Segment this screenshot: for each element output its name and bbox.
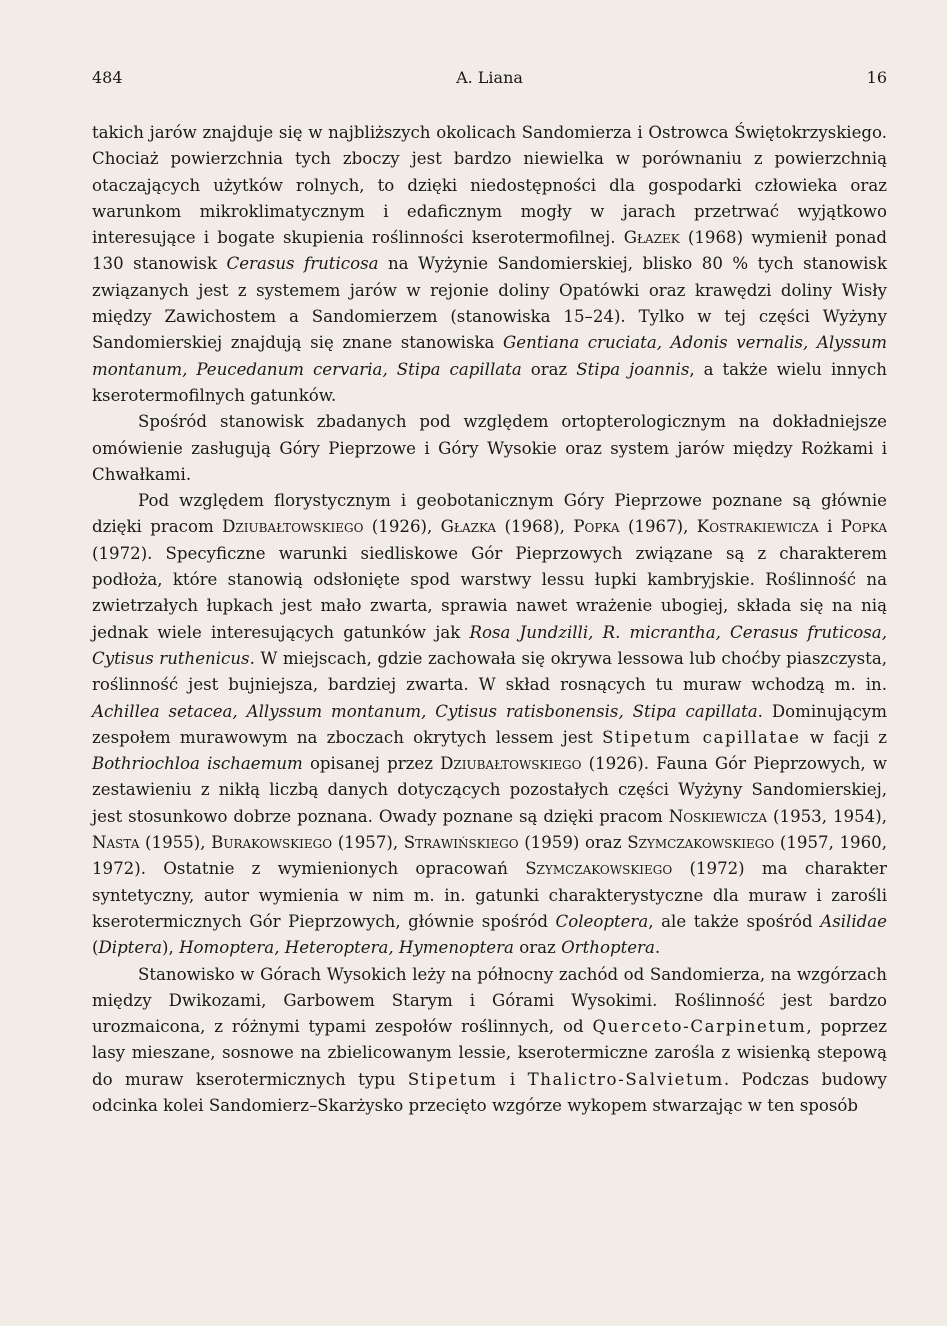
- text-run: na Wyżynie Sandomierskiej, blisko 80 % tych stanowisk związanych jest z systemem jarów w rejonie doliny Opatówki oraz krawędzi doliny Wisły między Zawichostem a Sandomierzem (stanowiska 15–24). Tylko w tej części Wyżyny Sandomierskiej znajdują się znane stanowiska: [92, 254, 887, 353]
- italic-term: Coleoptera: [555, 911, 649, 931]
- text-run: Stanowisko w Górach Wysokich leży na północny zachód od Sandomierza, na wzgórzach między Dwikozami, Garbowem Starym i Górami Wysokimi. Roślinność jest bardzo urozmaicona, z różnymi typami zespołów roślinnych, od: [92, 964, 887, 1037]
- author-name: Popka: [840, 517, 887, 537]
- author-name: Burakowskiego: [211, 833, 333, 853]
- text-run: , ale także spośród: [648, 911, 821, 931]
- italic-term: Orthoptera: [561, 938, 655, 958]
- text-run: (1957),: [332, 833, 404, 853]
- text-run: (1968) wymienił ponad 130 stanowisk: [92, 228, 887, 274]
- author-name: Dziubałtowskiego: [222, 517, 364, 537]
- text-run: (1926). Fauna Gór Pieprzowych, w zestawieniu z nikłą liczbą danych dotyczących pozostałych części Wyżyny Sandomierskiej, jest stosunkowo dobrze poznana. Owady poznane są dzięki pracom: [92, 754, 887, 826]
- italic-term: Asilidae: [820, 911, 887, 931]
- text-run: Spośród stanowisk zbadanych pod względem ortopterologicznym na dokładniejsze omówienie zasługują Góry Pieprzowe i Góry Wysokie oraz system jarów między Rożkami i Chwałkami.: [92, 412, 887, 484]
- author-name: Noskiewicza: [668, 806, 768, 826]
- text-run: opisanej przez: [302, 754, 441, 774]
- syntaxon-name: Thalictro-Salvietum: [527, 1069, 724, 1089]
- syntaxon-name: Stipetum: [407, 1069, 498, 1089]
- text-run: i: [818, 517, 841, 537]
- author-name: Strawińskiego: [403, 833, 519, 853]
- text-run: .: [654, 938, 661, 958]
- italic-term: Bothriochloa ischaemum: [92, 754, 303, 774]
- author-name: Popka: [573, 517, 620, 537]
- text-run: , a także wielu innych kserotermofilnych gatunków.: [92, 359, 887, 405]
- text-run: (1953, 1954),: [767, 806, 887, 826]
- text-run: takich jarów znajduje się w najbliższych okolicach Sandomierza i Ostrowca Świętokrzyskiego. Chociaż powierzchnia tych zboczy jest bardzo niewielka w porównaniu z powierzchnią otaczających użytków rolnych, to dzięki niedostępności dla gospodarki człowieka oraz warunkom mikroklimatycznym i edaficznym mogły w jarach przetrwać wyjątkowo interesujące i bogate skupienia roślinności kserotermofilnej.: [92, 123, 887, 248]
- text-run: . Podczas budowy odcinka kolei Sandomierz–Skarżysko przecięto wzgórze wykopem stwarzając w ten sposób: [92, 1069, 887, 1115]
- text-run: Pod względem florystycznym i geobotanicznym Góry Pieprzowe poznane są głównie dzięki pracom: [92, 491, 887, 537]
- volume-number: 16: [866, 68, 887, 87]
- italic-term: Gentiana cruciata, Adonis vernalis, Alyssum montanum, Peucedanum cervaria, Stipa capillata: [92, 333, 888, 379]
- text-run: (1972) ma charakter syntetyczny, autor wymienia w nim m. in. gatunki charakterystyczne dla muraw i zarośli kserotermicznych Gór Pieprzowych, głównie spośród: [92, 859, 887, 931]
- author-name: Nasta: [92, 833, 140, 853]
- text-run: (1972). Specyficzne warunki siedliskowe Gór Pieprzowych związane są z charakterem podłoża, które stanowią odsłonięte spod warstwy lessu łupki kambryjskie. Roślinność na zwietrzałych łupkach jest mało zwarta, sprawia nawet wrażenie ubogiej, składa się na nią jednak wiele interesujących gatunków jak: [92, 543, 887, 642]
- author-name: Głazka: [440, 517, 497, 537]
- paragraph: [92, 409, 887, 488]
- syntaxon-name: Querceto-Carpinetum: [592, 1017, 807, 1037]
- italic-term: Achillea setacea, Allyssum montanum, Cytisus ratisbonensis, Stipa capillata: [92, 701, 758, 721]
- text-run: oraz: [521, 359, 577, 379]
- body-text: [92, 120, 887, 1119]
- text-run: w facji z: [800, 727, 887, 747]
- author-name: Szymczakowskiego: [627, 833, 775, 853]
- text-run: (1955),: [139, 833, 212, 853]
- syntaxon-name: Stipetum capillatae: [602, 727, 801, 747]
- text-run: ),: [162, 938, 180, 958]
- italic-term: Diptera: [98, 938, 163, 958]
- text-run: (1967),: [619, 517, 697, 537]
- running-head: A. Liana: [456, 68, 523, 87]
- italic-term: Cerasus fruticosa: [226, 254, 379, 274]
- author-name: Szymczakowskiego: [525, 859, 673, 879]
- page-number: 484: [92, 68, 123, 87]
- italic-term: Rosa Jundzilli, R. micrantha, Cerasus fruticosa, Cytisus ruthenicus: [92, 622, 887, 668]
- author-name: Kostrakiewicza: [696, 517, 819, 537]
- paragraph: [92, 488, 887, 961]
- paragraph: [92, 962, 887, 1120]
- italic-term: Stipa joannis: [576, 359, 690, 379]
- author-name: Dziubałtowskiego: [440, 754, 582, 774]
- text-run: (1957, 1960, 1972). Ostatnie z wymienionych opracowań: [92, 833, 887, 879]
- italic-term: Homoptera, Heteroptera, Hymenoptera: [179, 938, 514, 958]
- text-run: . W miejscach, gdzie zachowała się okrywa lessowa lub choćby piaszczysta, roślinność jest bujniejsza, bardziej zwarta. W skład rosnących tu muraw wchodzą m. in.: [92, 648, 887, 695]
- page-header: [92, 68, 887, 92]
- text-run: oraz: [513, 938, 562, 958]
- text-run: (1926),: [363, 517, 441, 537]
- author-name: Głazek: [623, 228, 680, 248]
- paragraph: [92, 120, 887, 409]
- text-run: (1968),: [496, 517, 574, 537]
- text-run: , poprzez lasy mieszane, sosnowe na zbielicowanym lessie, kserotermiczne zarośla z wisienką stepową do muraw kserotermicznych typu: [92, 1017, 887, 1089]
- text-run: (: [92, 938, 99, 958]
- text-run: . Dominującym zespołem murawowym na zboczach okrytych lessem jest: [92, 701, 887, 747]
- text-run: i: [497, 1069, 528, 1089]
- text-run: (1959) oraz: [518, 833, 628, 853]
